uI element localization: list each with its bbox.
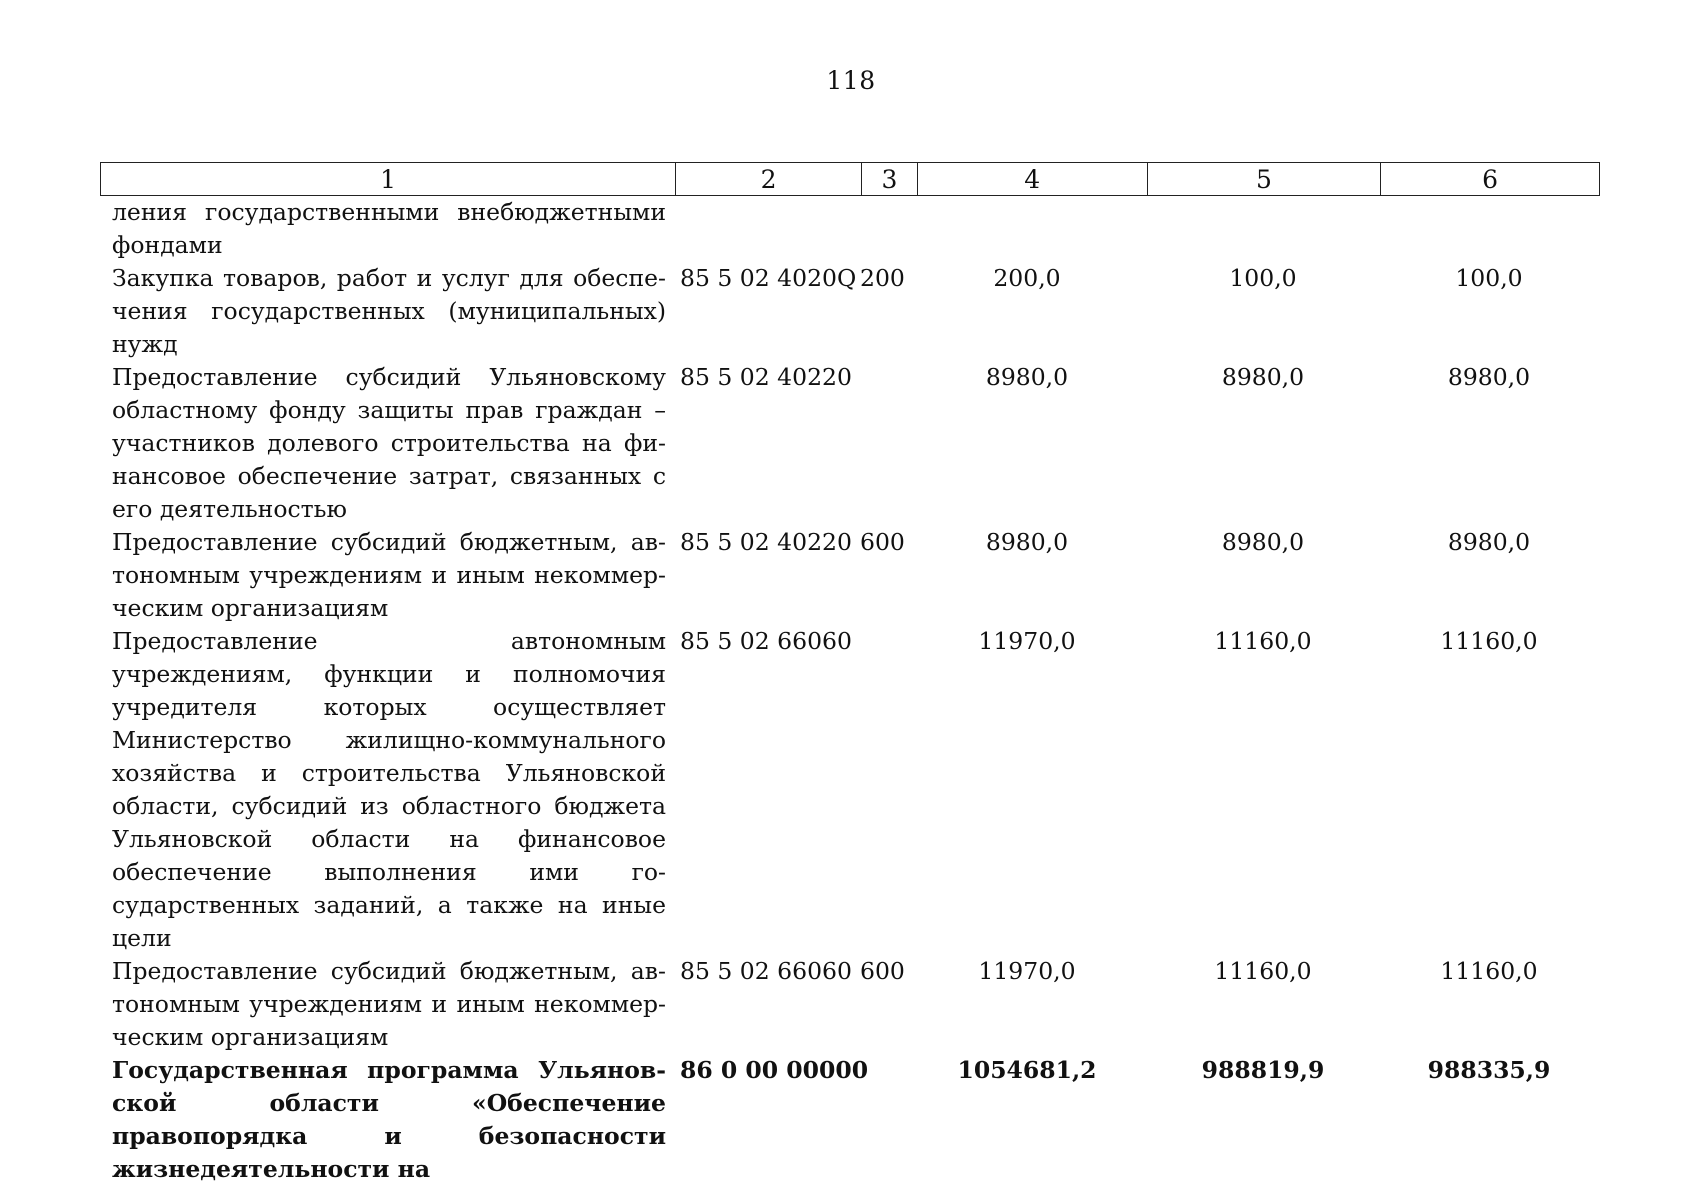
row-value-col5: 8980,0 bbox=[1221, 528, 1305, 556]
row-value-col5 bbox=[1146, 196, 1380, 262]
table-body bbox=[100, 196, 1600, 1186]
row-description: Предоставление субсидий бюджетным, автономным учреждениям и иным некоммерческим организациям bbox=[112, 957, 666, 1051]
column-header-4: 4 bbox=[918, 163, 1148, 195]
column-header-6: 6 bbox=[1482, 164, 1499, 194]
row-value-col4 bbox=[908, 196, 1146, 262]
row-value-col4: 11970,0 bbox=[978, 957, 1076, 985]
budget-table bbox=[100, 162, 1600, 1186]
row-value-col5: 11160,0 bbox=[1214, 627, 1312, 655]
column-header-5: 5 bbox=[1148, 163, 1382, 195]
row-value-col6: 8980,0 bbox=[1447, 363, 1531, 391]
row-expense-type bbox=[852, 1054, 908, 1186]
row-value-col4: 8980,0 bbox=[985, 363, 1069, 391]
row-value-col4: 1054681,2 bbox=[957, 1056, 1097, 1084]
row-code: 85 5 02 40220 bbox=[680, 363, 852, 391]
row-description: Предоставление автономным учреждениям, функции и полномочия учредителя которых осуществляет Министерство жилищно-коммунального хозяйства и строительства Ульяновской области, субсидий из областного бюджета Ульяновской области на финансовое обеспечение выполнения ими государственных заданий, а также на иные цели bbox=[112, 627, 666, 952]
row-description: Закупка товаров, работ и услуг для обеспечения государственных (муниципальных) нужд bbox=[112, 264, 666, 358]
row-expense-type: 600 bbox=[860, 957, 905, 985]
row-expense-type bbox=[852, 625, 908, 955]
row-value-col6: 100,0 bbox=[1455, 264, 1523, 292]
row-description: Государственная программа Ульяновской области «Обеспечение правопорядка и безопасности жизнедеятельности на bbox=[112, 1056, 666, 1183]
row-code: 86 0 00 00000 bbox=[680, 1056, 869, 1084]
row-expense-type: 200 bbox=[860, 264, 905, 292]
row-code: 85 5 02 66060 bbox=[680, 957, 852, 985]
column-header-1: 1 bbox=[101, 163, 676, 195]
column-header-2: 2 bbox=[676, 163, 862, 195]
row-description: Предоставление субсидий бюджетным, автономным учреждениям и иным некоммерческим организациям bbox=[112, 528, 666, 622]
row-value-col6: 11160,0 bbox=[1440, 627, 1538, 655]
row-value-col5: 11160,0 bbox=[1214, 957, 1312, 985]
table-row bbox=[100, 1054, 1600, 1186]
row-value-col6: 988335,9 bbox=[1427, 1056, 1551, 1084]
row-value-col6: 11160,0 bbox=[1440, 957, 1538, 985]
table-row bbox=[100, 361, 1600, 526]
row-description: Предоставление субсидий Ульяновскому областному фонду защиты прав граждан – участников долевого строительства на финансовое обеспечение затрат, связанных с его деятельностью bbox=[112, 363, 666, 523]
row-expense-type: 600 bbox=[860, 528, 905, 556]
row-value-col5: 8980,0 bbox=[1221, 363, 1305, 391]
row-code: 85 5 02 4020Q bbox=[680, 264, 857, 292]
row-value-col5: 100,0 bbox=[1229, 264, 1297, 292]
table-header-row bbox=[100, 162, 1600, 196]
row-code: 85 5 02 40220 bbox=[680, 528, 852, 556]
row-code bbox=[666, 196, 852, 262]
row-code: 85 5 02 66060 bbox=[680, 627, 852, 655]
table-row bbox=[100, 196, 1600, 262]
row-expense-type bbox=[852, 361, 908, 526]
page-number: 118 bbox=[826, 66, 876, 95]
row-value-col6: 8980,0 bbox=[1447, 528, 1531, 556]
row-expense-type bbox=[852, 196, 908, 262]
row-description: ления государственными внебюджетными фондами bbox=[112, 198, 666, 259]
row-value-col5: 988819,9 bbox=[1201, 1056, 1325, 1084]
table-row bbox=[100, 262, 1600, 361]
table-row bbox=[100, 955, 1600, 1054]
row-value-col4: 200,0 bbox=[993, 264, 1061, 292]
row-value-col6 bbox=[1380, 196, 1598, 262]
row-value-col4: 8980,0 bbox=[985, 528, 1069, 556]
column-header-3: 3 bbox=[862, 163, 918, 195]
table-row bbox=[100, 526, 1600, 625]
table-row bbox=[100, 625, 1600, 955]
row-value-col4: 11970,0 bbox=[978, 627, 1076, 655]
